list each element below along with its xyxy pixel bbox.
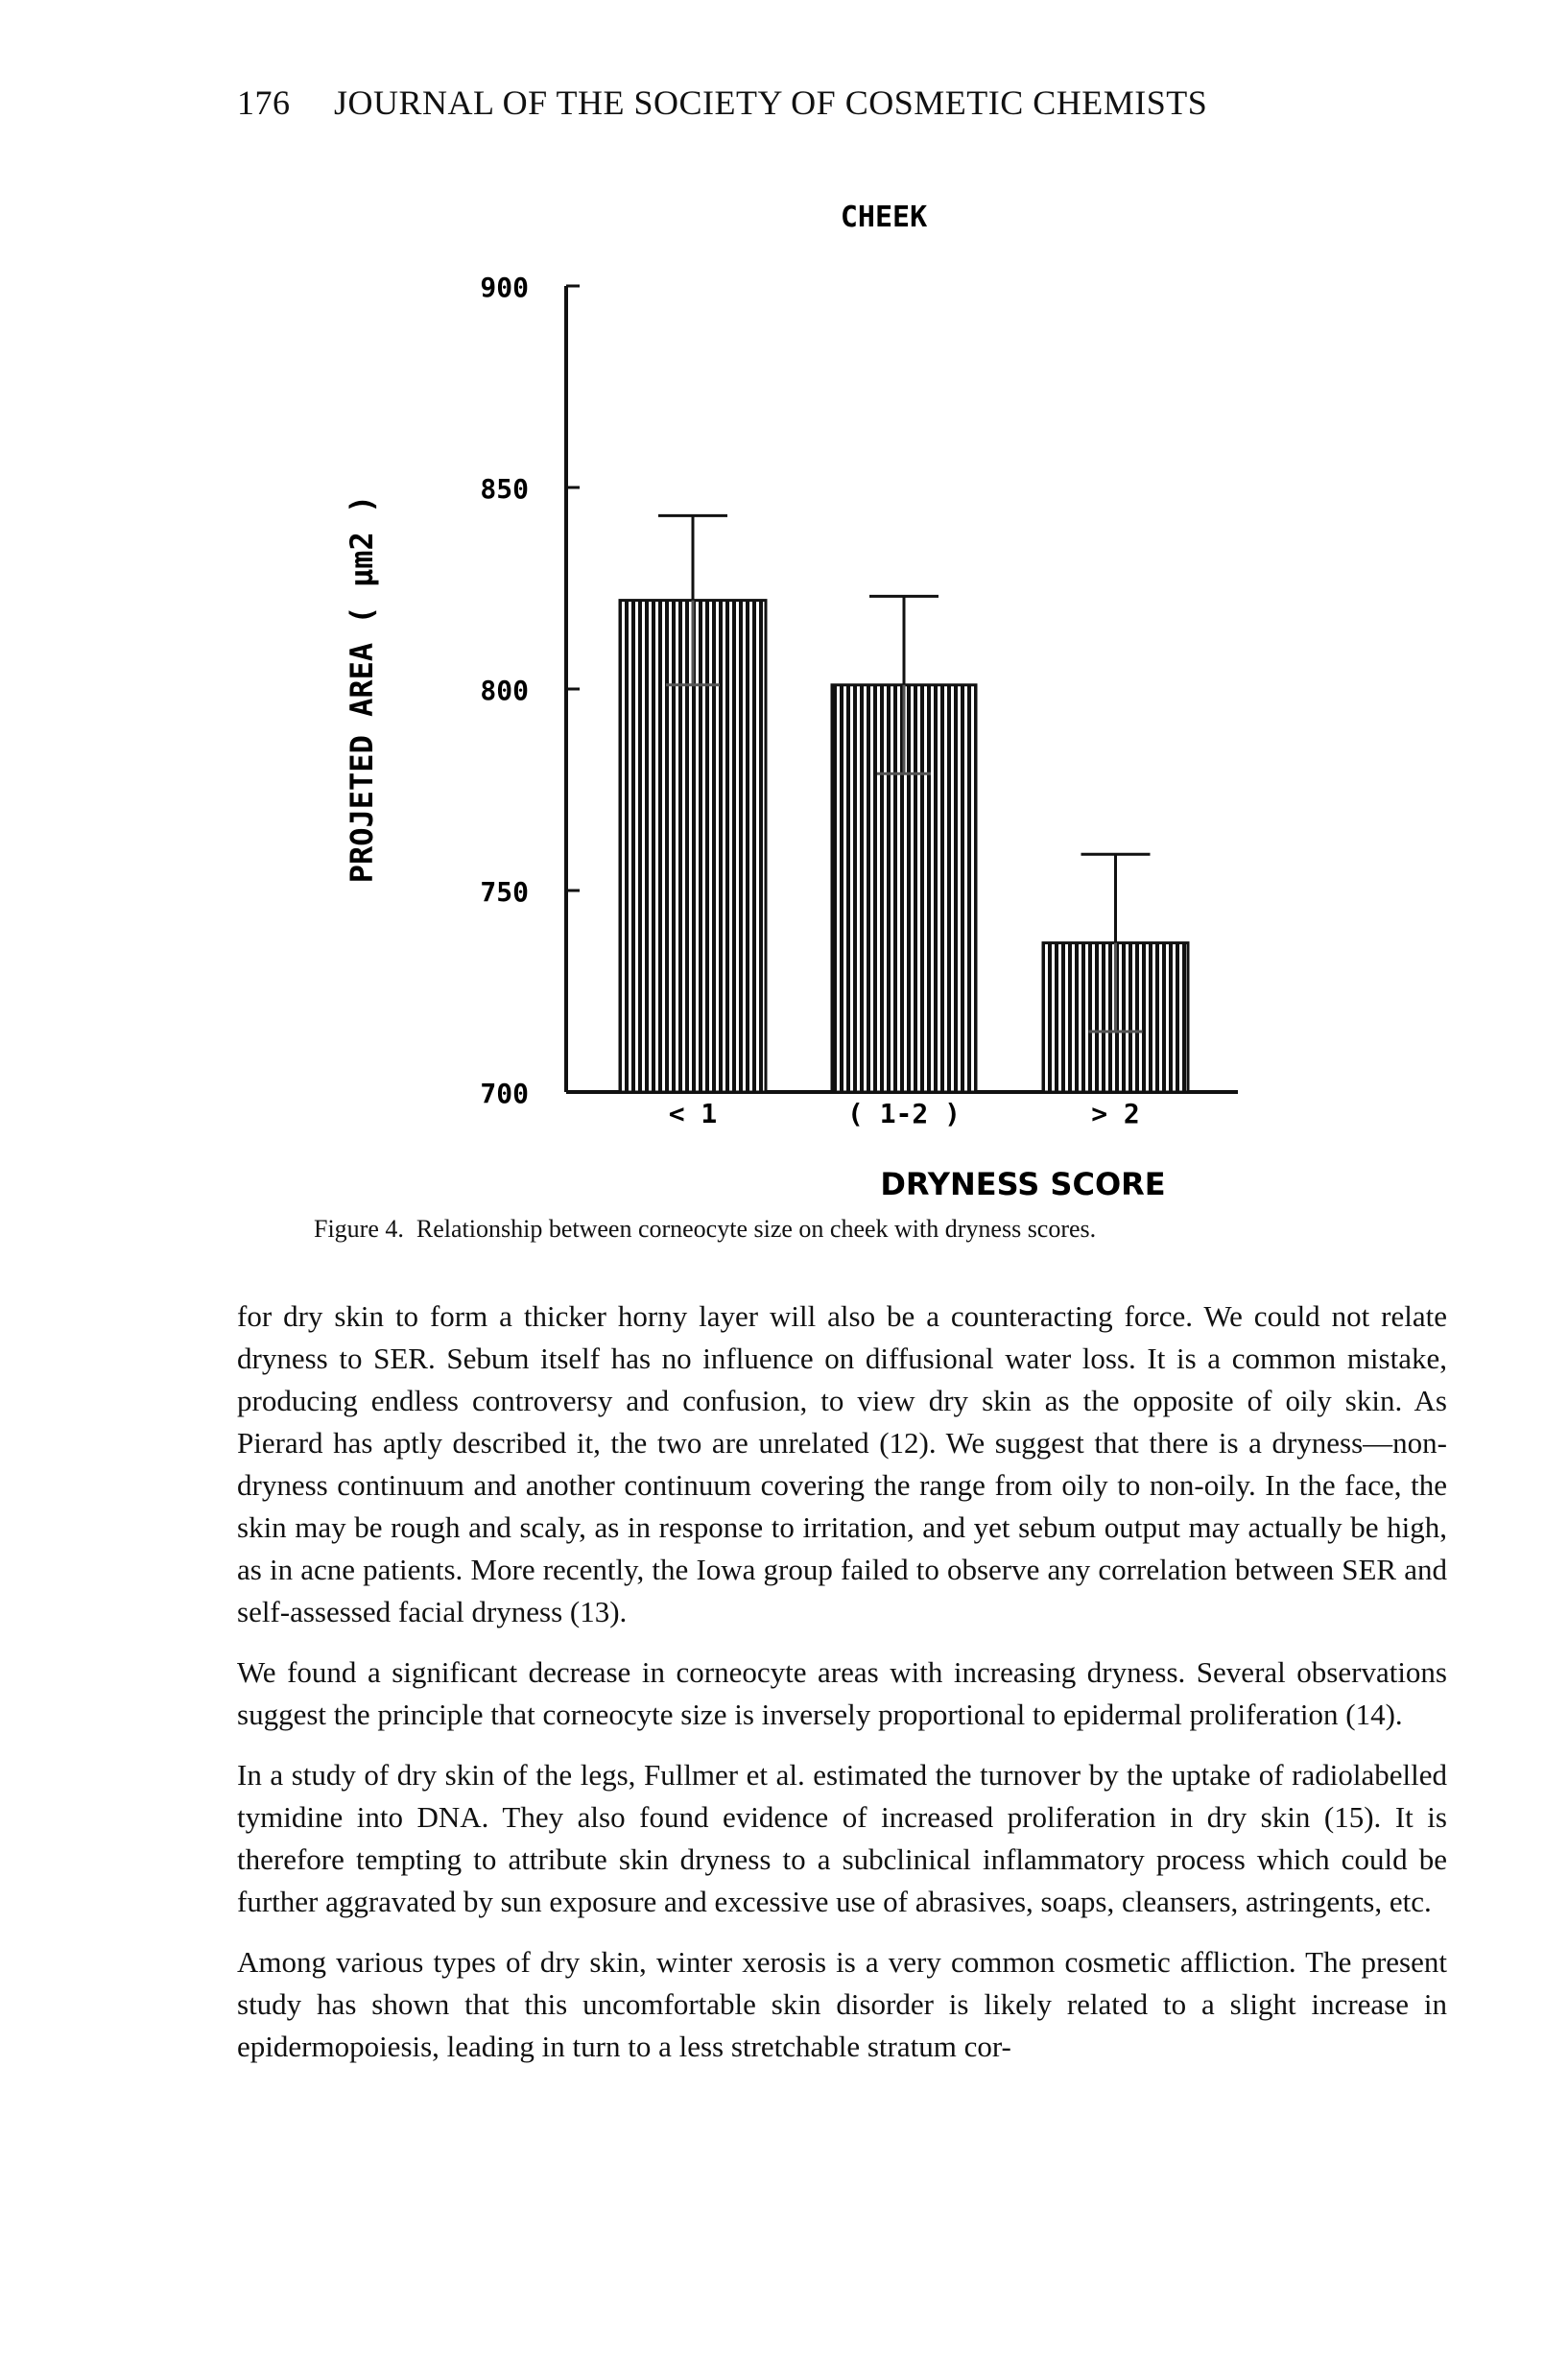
x-axis-label: DRYNESS SCORE [880, 1166, 1166, 1202]
paragraph: for dry skin to form a thicker horny layer will also be a counteracting force. We could not relate dryness to SER. Sebum itself has no influence on diffusional water loss. It is a common mistake, producing endless controversy and confusion, to view dry skin as the opposite of oily skin. As Pierard has aptly described it, the two are unrelated (12). We suggest that there is a dryness—non-dryness continuum and another continuum covering the range from oily to non-oily. In the face, the skin may be rough and scaly, as in response to irritation, and yet sebum output may actually be high, as in acne patients. More recently, the Iowa group failed to observe any correlation between SER and self-assessed facial dryness (13). [237, 1299, 1447, 1628]
y-tick-label: 900 [480, 272, 529, 303]
y-tick-label: 800 [480, 675, 529, 706]
y-tick-label: 700 [480, 1078, 529, 1109]
x-tick-label: ( 1-2 ) [846, 1098, 962, 1129]
paragraph: In a study of dry skin of the legs, Fullmer et al. estimated the turnover by the uptake of radiolabelled tymidine into DNA. They also found evidence of increased proliferation in dry skin (15). It is therefore tempting to attribute skin dryness to a subclinical inflammatory process which could be further aggravated by sun exposure and excessive use of abrasives, soaps, cleansers, astringents, etc. [237, 1758, 1447, 1918]
y-tick-label: 850 [480, 473, 529, 505]
figure-caption [314, 1215, 1096, 1244]
paragraph: We found a significant decrease in corneocyte areas with increasing dryness. Several observations suggest the principle that corneocyte size is inversely proportional to epidermal proliferation (14). [237, 1655, 1447, 1731]
body-text [237, 1295, 1447, 2086]
caption-label: Figure 4. [314, 1215, 404, 1243]
y-axis-label: PROJETED AREA ( µm2 ) [344, 494, 380, 884]
y-tick-label: 750 [480, 876, 529, 908]
journal-title: JOURNAL OF THE SOCIETY OF COSMETIC CHEMISTS [334, 83, 1208, 122]
paragraph: Among various types of dry skin, winter xerosis is a very common cosmetic affliction. The present study has shown that this uncomfortable skin disorder is likely related to a slight increase in epidermopoiesis, leading in turn to a less stretchable stratum cor- [237, 1945, 1447, 2063]
caption-text: Relationship between corneocyte size on cheek with dryness scores. [416, 1215, 1097, 1243]
x-tick-label: < 1 [668, 1098, 718, 1129]
x-tick-label: > 2 [1091, 1098, 1140, 1129]
page-number: 176 [237, 83, 291, 122]
chart-title: CHEEK [840, 201, 928, 234]
